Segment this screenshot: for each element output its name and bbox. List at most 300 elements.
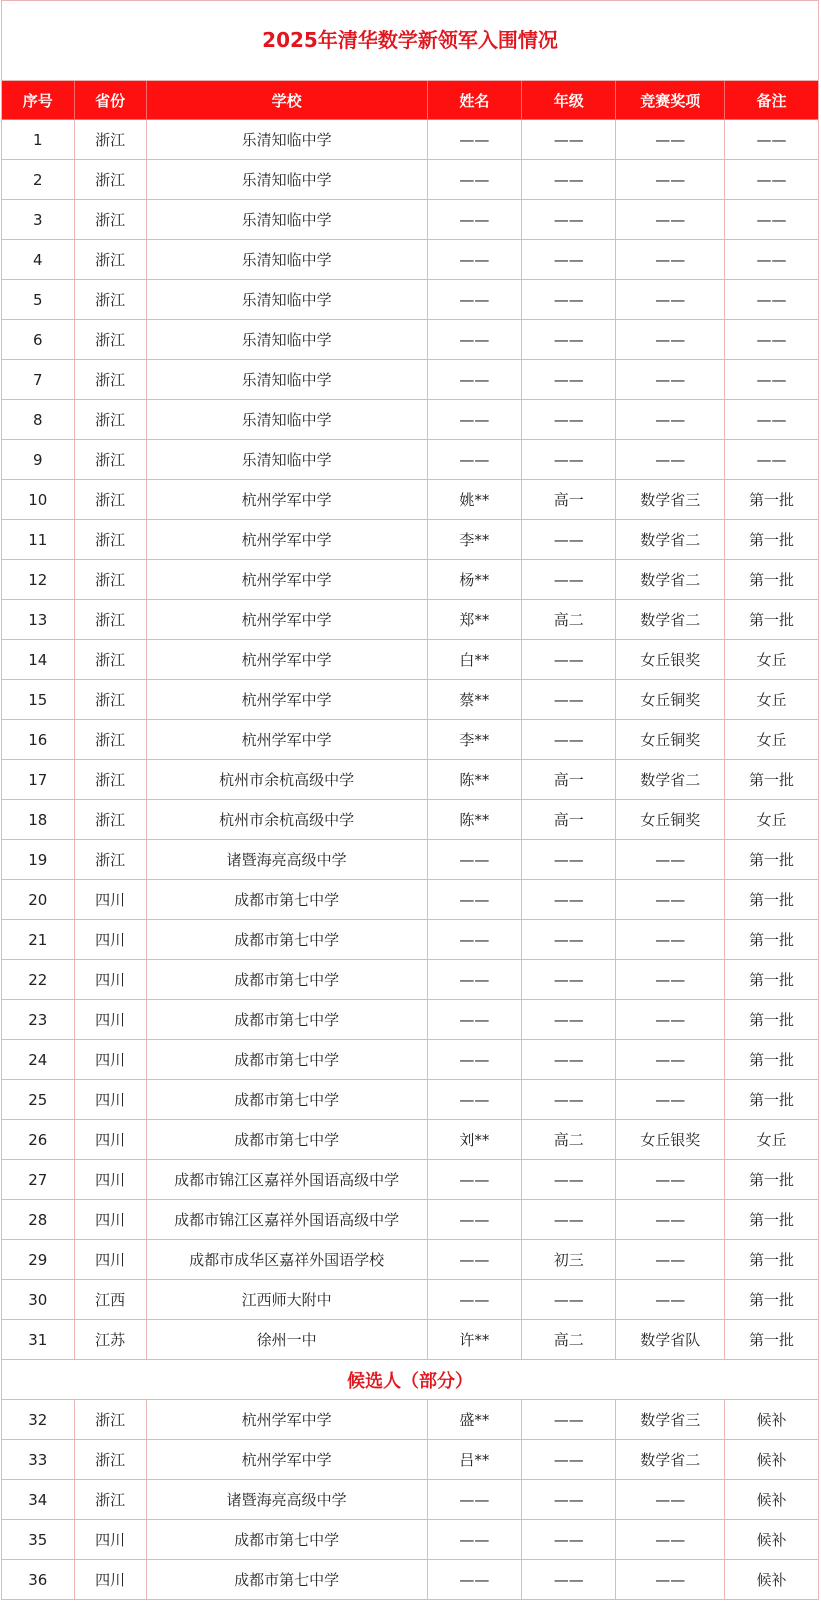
table-row: [2, 1080, 818, 1120]
cell-name: ——: [427, 1160, 521, 1200]
cell-school: 成都市第七中学: [146, 1560, 427, 1600]
table-row: [2, 160, 818, 200]
cell-note: 第一批: [725, 880, 818, 920]
cell-province: 浙江: [74, 520, 146, 560]
table-row: [2, 1400, 818, 1440]
cell-note: 候补: [725, 1480, 818, 1520]
cell-award: 女丘银奖: [616, 640, 725, 680]
cell-grade: 初三: [522, 1240, 616, 1280]
cell-name: ——: [427, 240, 521, 280]
cell-province: 浙江: [74, 600, 146, 640]
cell-province: 浙江: [74, 760, 146, 800]
cell-school: 江西师大附中: [146, 1280, 427, 1320]
cell-grade: ——: [522, 520, 616, 560]
cell-name: 刘**: [427, 1120, 521, 1160]
cell-name: 陈**: [427, 760, 521, 800]
cell-grade: ——: [522, 320, 616, 360]
cell-award: ——: [616, 280, 725, 320]
cell-note: 第一批: [725, 840, 818, 880]
cell-award: ——: [616, 1520, 725, 1560]
cell-name: ——: [427, 880, 521, 920]
cell-name: ——: [427, 200, 521, 240]
table-row: [2, 520, 818, 560]
cell-award: ——: [616, 160, 725, 200]
table-row: [2, 1040, 818, 1080]
cell-note: ——: [725, 280, 818, 320]
cell-name: ——: [427, 280, 521, 320]
table-row: [2, 280, 818, 320]
section-row-candidates: [2, 1360, 818, 1400]
cell-award: ——: [616, 1160, 725, 1200]
cell-name: 杨**: [427, 560, 521, 600]
cell-school: 乐清知临中学: [146, 360, 427, 400]
cell-grade: 高二: [522, 600, 616, 640]
cell-name: ——: [427, 1040, 521, 1080]
cell-note: 第一批: [725, 1080, 818, 1120]
cell-award: 数学省队: [616, 1320, 725, 1360]
cell-award: ——: [616, 440, 725, 480]
cell-award: ——: [616, 880, 725, 920]
cell-name: ——: [427, 400, 521, 440]
cell-school: 杭州学军中学: [146, 680, 427, 720]
cell-province: 江苏: [74, 1320, 146, 1360]
cell-note: ——: [725, 400, 818, 440]
cell-province: 浙江: [74, 280, 146, 320]
cell-note: 女丘: [725, 680, 818, 720]
cell-award: 数学省二: [616, 760, 725, 800]
cell-school: 诸暨海亮高级中学: [146, 840, 427, 880]
cell-province: 四川: [74, 1000, 146, 1040]
cell-note: 第一批: [725, 920, 818, 960]
cell-note: 第一批: [725, 480, 818, 520]
cell-school: 杭州学军中学: [146, 560, 427, 600]
table-row: [2, 1120, 818, 1160]
cell-award: ——: [616, 200, 725, 240]
cell-name: ——: [427, 1520, 521, 1560]
table-row: [2, 1160, 818, 1200]
cell-award: 女丘铜奖: [616, 720, 725, 760]
table-row: [2, 480, 818, 520]
cell-school: 乐清知临中学: [146, 200, 427, 240]
cell-name: 李**: [427, 520, 521, 560]
cell-grade: ——: [522, 560, 616, 600]
cell-grade: ——: [522, 1160, 616, 1200]
table-row: [2, 1000, 818, 1040]
cell-school: 杭州学军中学: [146, 520, 427, 560]
cell-index: 13: [2, 600, 74, 640]
cell-index: 33: [2, 1440, 74, 1480]
cell-index: 21: [2, 920, 74, 960]
table-row: [2, 920, 818, 960]
cell-name: 陈**: [427, 800, 521, 840]
cell-grade: 高一: [522, 480, 616, 520]
cell-note: 第一批: [725, 520, 818, 560]
cell-award: ——: [616, 1080, 725, 1120]
cell-index: 8: [2, 400, 74, 440]
cell-grade: ——: [522, 1000, 616, 1040]
table-row: [2, 960, 818, 1000]
cell-name: 吕**: [427, 1440, 521, 1480]
table-row: [2, 1480, 818, 1520]
cell-school: 杭州学军中学: [146, 1440, 427, 1480]
cell-grade: ——: [522, 1440, 616, 1480]
cell-grade: 高二: [522, 1320, 616, 1360]
cell-name: ——: [427, 1000, 521, 1040]
cell-index: 15: [2, 680, 74, 720]
cell-note: ——: [725, 200, 818, 240]
table-row: [2, 1320, 818, 1360]
cell-school: 诸暨海亮高级中学: [146, 1480, 427, 1520]
cell-name: 白**: [427, 640, 521, 680]
cell-school: 杭州市余杭高级中学: [146, 800, 427, 840]
cell-province: 浙江: [74, 1440, 146, 1480]
cell-index: 6: [2, 320, 74, 360]
cell-name: ——: [427, 1080, 521, 1120]
cell-note: 女丘: [725, 640, 818, 680]
cell-province: 浙江: [74, 1400, 146, 1440]
cell-province: 浙江: [74, 160, 146, 200]
cell-name: ——: [427, 320, 521, 360]
cell-school: 杭州学军中学: [146, 600, 427, 640]
column-header-school: 学校: [146, 81, 427, 120]
cell-name: 蔡**: [427, 680, 521, 720]
cell-award: ——: [616, 1040, 725, 1080]
cell-note: 第一批: [725, 1040, 818, 1080]
table-body: [2, 120, 818, 1600]
cell-note: 第一批: [725, 560, 818, 600]
cell-grade: ——: [522, 1080, 616, 1120]
cell-grade: ——: [522, 920, 616, 960]
cell-province: 四川: [74, 1080, 146, 1120]
cell-grade: ——: [522, 640, 616, 680]
cell-award: ——: [616, 1560, 725, 1600]
cell-province: 四川: [74, 1120, 146, 1160]
cell-index: 35: [2, 1520, 74, 1560]
cell-grade: ——: [522, 1200, 616, 1240]
cell-index: 30: [2, 1280, 74, 1320]
cell-note: 女丘: [725, 720, 818, 760]
cell-school: 徐州一中: [146, 1320, 427, 1360]
cell-award: ——: [616, 920, 725, 960]
cell-school: 成都市成华区嘉祥外国语学校: [146, 1240, 427, 1280]
cell-index: 18: [2, 800, 74, 840]
cell-note: 第一批: [725, 1320, 818, 1360]
cell-name: ——: [427, 160, 521, 200]
cell-province: 浙江: [74, 400, 146, 440]
cell-index: 36: [2, 1560, 74, 1600]
cell-school: 杭州市余杭高级中学: [146, 760, 427, 800]
cell-grade: ——: [522, 880, 616, 920]
cell-index: 34: [2, 1480, 74, 1520]
cell-award: ——: [616, 320, 725, 360]
cell-note: 候补: [725, 1400, 818, 1440]
cell-grade: ——: [522, 1560, 616, 1600]
cell-province: 四川: [74, 1160, 146, 1200]
page-title: 2025年清华数学新领军入围情况: [2, 1, 818, 81]
cell-school: 乐清知临中学: [146, 240, 427, 280]
cell-award: 女丘铜奖: [616, 800, 725, 840]
cell-index: 22: [2, 960, 74, 1000]
cell-grade: ——: [522, 1480, 616, 1520]
cell-province: 浙江: [74, 720, 146, 760]
cell-note: 第一批: [725, 1000, 818, 1040]
table-row: [2, 720, 818, 760]
cell-grade: ——: [522, 400, 616, 440]
cell-index: 25: [2, 1080, 74, 1120]
cell-province: 浙江: [74, 800, 146, 840]
cell-note: 第一批: [725, 760, 818, 800]
cell-school: 成都市第七中学: [146, 1000, 427, 1040]
cell-school: 乐清知临中学: [146, 400, 427, 440]
cell-name: ——: [427, 1240, 521, 1280]
cell-grade: ——: [522, 960, 616, 1000]
cell-school: 成都市第七中学: [146, 1080, 427, 1120]
cell-award: ——: [616, 1200, 725, 1240]
table-header: [2, 81, 818, 120]
cell-province: 浙江: [74, 560, 146, 600]
cell-index: 3: [2, 200, 74, 240]
cell-name: 盛**: [427, 1400, 521, 1440]
cell-school: 杭州学军中学: [146, 480, 427, 520]
cell-province: 四川: [74, 880, 146, 920]
cell-index: 1: [2, 120, 74, 160]
cell-award: 数学省二: [616, 520, 725, 560]
cell-grade: ——: [522, 720, 616, 760]
cell-grade: ——: [522, 200, 616, 240]
cell-award: ——: [616, 240, 725, 280]
table-row: [2, 840, 818, 880]
cell-note: 候补: [725, 1520, 818, 1560]
cell-province: 四川: [74, 920, 146, 960]
table-row: [2, 640, 818, 680]
cell-grade: ——: [522, 1520, 616, 1560]
cell-award: ——: [616, 1280, 725, 1320]
cell-name: ——: [427, 440, 521, 480]
cell-award: 数学省二: [616, 600, 725, 640]
cell-name: 姚**: [427, 480, 521, 520]
cell-grade: ——: [522, 280, 616, 320]
results-sheet: [1, 0, 819, 1600]
cell-index: 32: [2, 1400, 74, 1440]
cell-index: 7: [2, 360, 74, 400]
cell-name: 郑**: [427, 600, 521, 640]
table-row: [2, 1520, 818, 1560]
results-table: [2, 81, 818, 1600]
cell-index: 4: [2, 240, 74, 280]
cell-school: 乐清知临中学: [146, 120, 427, 160]
cell-name: ——: [427, 840, 521, 880]
cell-province: 江西: [74, 1280, 146, 1320]
column-header-province: 省份: [74, 81, 146, 120]
table-row: [2, 1440, 818, 1480]
cell-province: 四川: [74, 1200, 146, 1240]
table-row: [2, 320, 818, 360]
table-row: [2, 800, 818, 840]
cell-name: ——: [427, 120, 521, 160]
cell-award: ——: [616, 400, 725, 440]
cell-index: 9: [2, 440, 74, 480]
table-row: [2, 200, 818, 240]
cell-note: 第一批: [725, 960, 818, 1000]
cell-note: 第一批: [725, 1240, 818, 1280]
cell-name: ——: [427, 960, 521, 1000]
cell-note: ——: [725, 160, 818, 200]
cell-province: 浙江: [74, 1480, 146, 1520]
cell-province: 浙江: [74, 200, 146, 240]
cell-award: ——: [616, 120, 725, 160]
cell-province: 浙江: [74, 120, 146, 160]
cell-award: 女丘铜奖: [616, 680, 725, 720]
cell-province: 四川: [74, 1240, 146, 1280]
table-row: [2, 760, 818, 800]
cell-index: 12: [2, 560, 74, 600]
table-row: [2, 560, 818, 600]
cell-index: 5: [2, 280, 74, 320]
table-row: [2, 400, 818, 440]
cell-school: 成都市第七中学: [146, 880, 427, 920]
cell-index: 24: [2, 1040, 74, 1080]
cell-index: 26: [2, 1120, 74, 1160]
cell-grade: ——: [522, 1400, 616, 1440]
column-header-index: 序号: [2, 81, 74, 120]
cell-school: 成都市第七中学: [146, 920, 427, 960]
column-header-grade: 年级: [522, 81, 616, 120]
cell-award: ——: [616, 960, 725, 1000]
cell-name: ——: [427, 1480, 521, 1520]
cell-school: 杭州学军中学: [146, 640, 427, 680]
cell-note: 第一批: [725, 1160, 818, 1200]
cell-name: 李**: [427, 720, 521, 760]
cell-award: 数学省三: [616, 480, 725, 520]
cell-school: 成都市第七中学: [146, 1120, 427, 1160]
cell-index: 27: [2, 1160, 74, 1200]
table-row: [2, 120, 818, 160]
cell-grade: 高一: [522, 800, 616, 840]
cell-index: 10: [2, 480, 74, 520]
cell-name: ——: [427, 360, 521, 400]
cell-index: 14: [2, 640, 74, 680]
cell-province: 浙江: [74, 840, 146, 880]
cell-index: 19: [2, 840, 74, 880]
cell-school: 杭州学军中学: [146, 1400, 427, 1440]
cell-school: 乐清知临中学: [146, 160, 427, 200]
cell-award: ——: [616, 840, 725, 880]
cell-grade: ——: [522, 240, 616, 280]
cell-school: 成都市锦江区嘉祥外国语高级中学: [146, 1200, 427, 1240]
cell-province: 四川: [74, 1520, 146, 1560]
cell-note: ——: [725, 120, 818, 160]
cell-province: 浙江: [74, 480, 146, 520]
cell-index: 23: [2, 1000, 74, 1040]
cell-name: 许**: [427, 1320, 521, 1360]
table-row: [2, 1560, 818, 1600]
column-header-name: 姓名: [427, 81, 521, 120]
cell-index: 28: [2, 1200, 74, 1240]
cell-index: 31: [2, 1320, 74, 1360]
table-row: [2, 1200, 818, 1240]
cell-note: 第一批: [725, 1280, 818, 1320]
cell-name: ——: [427, 1280, 521, 1320]
cell-province: 四川: [74, 1040, 146, 1080]
cell-index: 11: [2, 520, 74, 560]
cell-grade: 高一: [522, 760, 616, 800]
cell-school: 成都市锦江区嘉祥外国语高级中学: [146, 1160, 427, 1200]
cell-note: 第一批: [725, 1200, 818, 1240]
cell-grade: 高二: [522, 1120, 616, 1160]
cell-grade: ——: [522, 160, 616, 200]
cell-note: ——: [725, 240, 818, 280]
table-row: [2, 440, 818, 480]
cell-province: 四川: [74, 1560, 146, 1600]
cell-school: 成都市第七中学: [146, 1520, 427, 1560]
cell-school: 成都市第七中学: [146, 960, 427, 1000]
table-row: [2, 680, 818, 720]
cell-province: 浙江: [74, 440, 146, 480]
cell-award: 数学省二: [616, 1440, 725, 1480]
table-row: [2, 600, 818, 640]
cell-note: 女丘: [725, 800, 818, 840]
table-row: [2, 1280, 818, 1320]
column-header-note: 备注: [725, 81, 818, 120]
cell-award: 女丘银奖: [616, 1120, 725, 1160]
table-row: [2, 240, 818, 280]
cell-grade: ——: [522, 360, 616, 400]
cell-school: 乐清知临中学: [146, 280, 427, 320]
cell-award: 数学省二: [616, 560, 725, 600]
cell-name: ——: [427, 1200, 521, 1240]
cell-province: 浙江: [74, 680, 146, 720]
cell-province: 浙江: [74, 360, 146, 400]
cell-index: 17: [2, 760, 74, 800]
cell-province: 浙江: [74, 240, 146, 280]
cell-school: 成都市第七中学: [146, 1040, 427, 1080]
table-row: [2, 360, 818, 400]
cell-grade: ——: [522, 1040, 616, 1080]
cell-award: 数学省三: [616, 1400, 725, 1440]
cell-province: 四川: [74, 960, 146, 1000]
cell-index: 16: [2, 720, 74, 760]
cell-index: 29: [2, 1240, 74, 1280]
cell-grade: ——: [522, 440, 616, 480]
cell-note: ——: [725, 440, 818, 480]
cell-province: 浙江: [74, 320, 146, 360]
cell-note: ——: [725, 320, 818, 360]
cell-school: 乐清知临中学: [146, 440, 427, 480]
cell-note: 第一批: [725, 600, 818, 640]
cell-name: ——: [427, 920, 521, 960]
candidates-heading: 候选人（部分）: [2, 1360, 818, 1400]
cell-award: ——: [616, 360, 725, 400]
cell-school: 乐清知临中学: [146, 320, 427, 360]
cell-note: 候补: [725, 1560, 818, 1600]
cell-note: 候补: [725, 1440, 818, 1480]
cell-note: 女丘: [725, 1120, 818, 1160]
table-row: [2, 1240, 818, 1280]
cell-grade: ——: [522, 1280, 616, 1320]
cell-school: 杭州学军中学: [146, 720, 427, 760]
header-row: [2, 81, 818, 120]
table-row: [2, 880, 818, 920]
cell-award: ——: [616, 1240, 725, 1280]
column-header-award: 竞赛奖项: [616, 81, 725, 120]
cell-grade: ——: [522, 120, 616, 160]
cell-index: 2: [2, 160, 74, 200]
cell-province: 浙江: [74, 640, 146, 680]
cell-grade: ——: [522, 680, 616, 720]
cell-name: ——: [427, 1560, 521, 1600]
cell-note: ——: [725, 360, 818, 400]
cell-grade: ——: [522, 840, 616, 880]
